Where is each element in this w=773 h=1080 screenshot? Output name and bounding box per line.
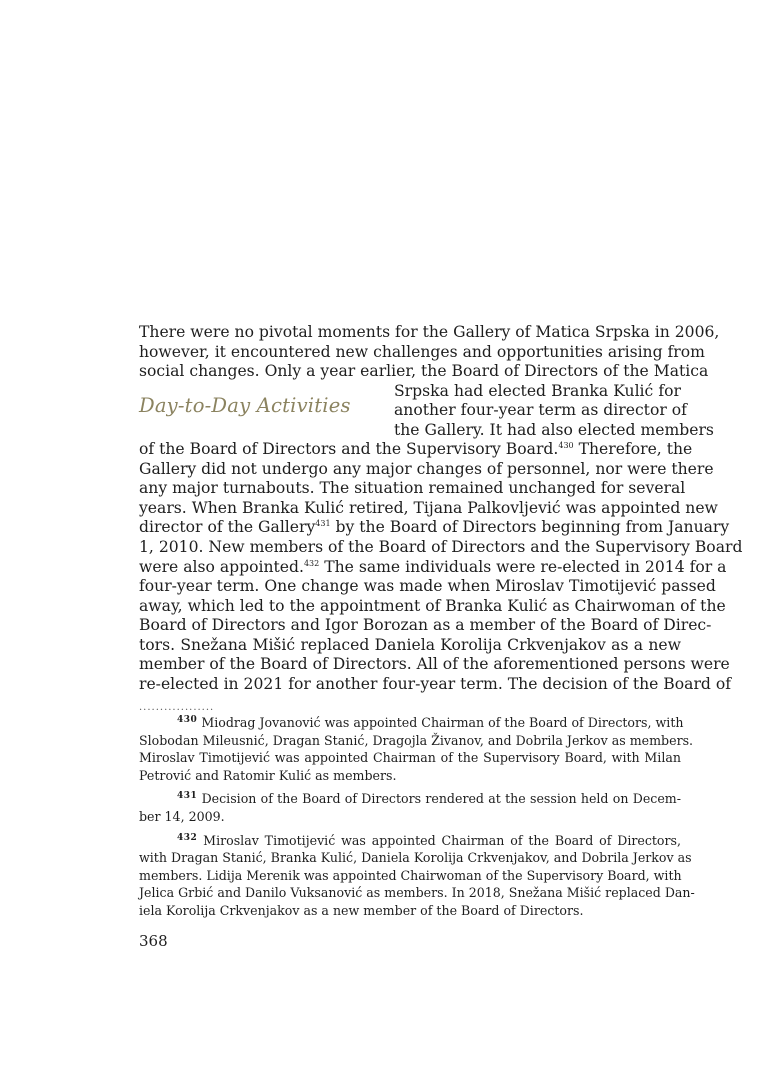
footnote-line: members. Lidija Merenik was appointed Chairwoman of the Supervisory Board, with <box>139 867 682 883</box>
heading-wrap-block <box>139 381 714 441</box>
body-text-run: by the Board of Directors beginning from January <box>330 518 730 537</box>
footnote-line <box>139 714 684 732</box>
body-line <box>139 518 730 538</box>
body-line: social changes. Only a year earlier, the Board of Directors of the Matica <box>139 362 709 381</box>
footnote-line: with Dragan Stanić, Branka Kulić, Daniela Korolija Crkvenjakov, and Dobrila Jerkov as <box>139 850 692 866</box>
body-line: re-elected in 2021 for another four-year term. The decision of the Board of <box>139 674 732 693</box>
body-line: Srpska had elected Branka Kulić for <box>394 381 681 400</box>
body-line <box>139 440 693 460</box>
body-line: Gallery did not undergo any major changes of personnel, nor were there <box>139 459 714 478</box>
page-number: 368 <box>139 932 168 950</box>
body-line: however, it encountered new challenges and opportunities arising from <box>139 342 705 361</box>
body-line <box>139 557 727 578</box>
footnote-line: Slobodan Mileusnić, Dragan Stanić, Dragojla Živanov, and Dobrila Jerkov as members. <box>139 732 694 748</box>
footnote-431 <box>139 790 681 825</box>
body-line: 1, 2010. New members of the Board of Directors and the Supervisory Board <box>139 538 743 557</box>
footnote-ref-431: 431 <box>315 519 331 529</box>
footnote-ref-430: 430 <box>558 441 574 451</box>
body-text-run: Therefore, the <box>573 440 693 459</box>
body-line: away, which led to the appointment of Branka Kulić as Chairwoman of the <box>139 596 726 615</box>
footnote-430 <box>139 714 694 784</box>
footnote-separator: .................. <box>139 702 215 713</box>
body-line: years. When Branka Kulić retired, Tijana Palkovljević was appointed new <box>139 498 718 517</box>
footnote-line: ber 14, 2009. <box>139 808 225 824</box>
footnotes <box>139 714 695 926</box>
wrapped-text-column <box>394 381 714 441</box>
footnote-line: iela Korolija Crkvenjakov as a new member of the Board of Directors. <box>139 902 584 918</box>
footnote-ref-432: 432 <box>303 558 320 568</box>
body-line: four-year term. One change was made when Miroslav Timotijević passed <box>139 577 716 596</box>
body-text-run: were also appointed. <box>139 557 304 576</box>
body-line: member of the Board of Directors. All of the aforementioned persons were <box>139 655 730 674</box>
footnote-432 <box>139 832 695 920</box>
footnote-line: Miroslav Timotijević was appointed Chairman of the Supervisory Board, with Milan <box>139 750 681 766</box>
footnote-number: 430 <box>177 714 198 725</box>
body-text-run: director of the Gallery <box>139 518 316 537</box>
body-line: Board of Directors and Igor Borozan as a member of the Board of Direc- <box>139 616 712 635</box>
footnote-line: Jelica Grbić and Danilo Vuksanović as members. In 2018, Snežana Mišić replaced Dan- <box>139 885 695 901</box>
footnote-number: 431 <box>177 791 198 802</box>
footnote-line <box>139 832 681 850</box>
footnote-line: Petrović and Ratomir Kulić as members. <box>139 767 397 783</box>
footnote-text: Decision of the Board of Directors rendered at the session held on Decem- <box>201 791 681 807</box>
body-text-run: of the Board of Directors and the Supervisory Board. <box>139 440 559 459</box>
footnote-text: Miroslav Timotijević was appointed Chairman of the Board of Directors, <box>203 832 682 848</box>
body-line: the Gallery. It had also elected members <box>394 420 714 439</box>
section-heading: Day-to-Day Activities <box>139 393 351 417</box>
body-line: There were no pivotal moments for the Gallery of Matica Srpska in 2006, <box>139 323 720 341</box>
body-line: tors. Snežana Mišić replaced Daniela Korolija Crkvenjakov as a new <box>139 635 681 654</box>
footnote-text: Miodrag Jovanović was appointed Chairman of the Board of Directors, with <box>201 715 684 730</box>
footnote-number: 432 <box>177 832 198 843</box>
body-line: any major turnabouts. The situation remained unchanged for several <box>139 479 686 498</box>
footnote-line <box>139 790 681 808</box>
body-line: another four-year term as director of <box>394 401 687 420</box>
body-text-run: The same individuals were re-elected in 2014 for a <box>319 557 727 576</box>
body-text <box>139 323 743 694</box>
